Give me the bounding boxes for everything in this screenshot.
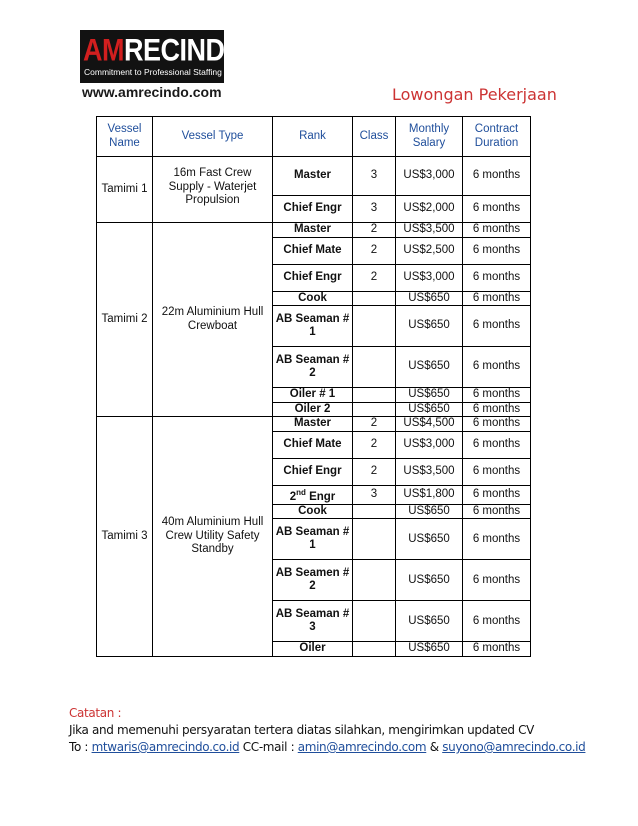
rank-suffix: nd [296, 487, 306, 497]
salary-cell: US$3,000 [396, 431, 463, 458]
class-cell: 2 [353, 223, 396, 238]
class-cell: 3 [353, 196, 396, 223]
to-email-link[interactable]: mtwaris@amrecindo.co.id [91, 740, 240, 754]
salary-cell: US$3,000 [396, 264, 463, 291]
page-title: Lowongan Pekerjaan [392, 85, 557, 104]
rank-cell: Chief Engr [273, 196, 353, 223]
duration-cell: 6 months [463, 417, 531, 432]
rank-title: Engr [305, 490, 336, 503]
cc-email-link-1[interactable]: amin@amrecindo.com [297, 740, 427, 754]
company-logo [80, 30, 246, 100]
salary-cell: US$2,500 [396, 237, 463, 264]
notes-instruction: Jika and memenuhi persyaratan tertera diatas silahkan, mengirimkan updated CV [69, 723, 534, 737]
duration-cell: 6 months [463, 504, 531, 519]
duration-cell: 6 months [463, 402, 531, 417]
rank-cell: Cook [273, 504, 353, 519]
duration-cell: 6 months [463, 458, 531, 485]
duration-cell: 6 months [463, 388, 531, 403]
salary-cell: US$2,000 [396, 196, 463, 223]
vessel-type-cell: 22m Aluminium Hull Crewboat [153, 223, 273, 417]
rank-cell: AB Seaman # 1 [273, 519, 353, 560]
notes-title: Catatan : [69, 706, 122, 720]
salary-cell: US$650 [396, 347, 463, 388]
class-cell [353, 306, 396, 347]
rank-number: 2 [289, 490, 297, 503]
vessel-type-cell: 40m Aluminium Hull Crew Utility Safety Standby [153, 417, 273, 657]
class-cell: 2 [353, 458, 396, 485]
duration-cell: 6 months [463, 264, 531, 291]
salary-cell: US$3,000 [396, 157, 463, 196]
duration-cell: 6 months [463, 642, 531, 657]
class-cell [353, 642, 396, 657]
class-cell [353, 519, 396, 560]
duration-cell: 6 months [463, 157, 531, 196]
vessel-name-cell: Tamimi 3 [97, 417, 153, 657]
logo-box [80, 30, 246, 83]
class-cell: 2 [353, 431, 396, 458]
rank-cell: Chief Engr [273, 264, 353, 291]
cc-label: CC-mail : [239, 740, 298, 754]
duration-cell: 6 months [463, 196, 531, 223]
duration-cell: 6 months [463, 431, 531, 458]
salary-cell: US$650 [396, 601, 463, 642]
rank-cell: Master [273, 223, 353, 238]
rank-cell: AB Seaman # 3 [273, 601, 353, 642]
duration-cell: 6 months [463, 291, 531, 306]
rank-cell: Chief Mate [273, 237, 353, 264]
salary-cell: US$3,500 [396, 458, 463, 485]
duration-cell: 6 months [463, 306, 531, 347]
logo-wordmark: AMRECINDO [83, 33, 246, 68]
rank-cell [273, 485, 353, 504]
salary-cell: US$650 [396, 388, 463, 403]
duration-cell: 6 months [463, 223, 531, 238]
table-body [97, 157, 531, 657]
class-cell: 3 [353, 157, 396, 196]
logo-tagline: Commitment to Professional Staffing [84, 67, 222, 77]
ampersand: & [426, 740, 443, 754]
salary-cell: US$1,800 [396, 485, 463, 504]
salary-cell: US$650 [396, 642, 463, 657]
company-website: www.amrecindo.com [82, 84, 222, 100]
class-cell [353, 291, 396, 306]
salary-cell: US$650 [396, 519, 463, 560]
cc-email-link-2[interactable]: suyono@amrecindo.co.id [442, 740, 586, 754]
duration-cell: 6 months [463, 560, 531, 601]
class-cell [353, 347, 396, 388]
rank-cell: AB Seaman # 2 [273, 347, 353, 388]
notes-section [69, 705, 585, 756]
rank-cell: Chief Mate [273, 431, 353, 458]
table-row [97, 417, 531, 432]
duration-cell: 6 months [463, 485, 531, 504]
table-row [97, 157, 531, 196]
header-contract-duration: Contract Duration [463, 117, 531, 157]
to-label: To : [69, 740, 92, 754]
salary-cell: US$4,500 [396, 417, 463, 432]
rank-cell: Cook [273, 291, 353, 306]
header-vessel-type: Vessel Type [153, 117, 273, 157]
header-rank: Rank [273, 117, 353, 157]
vacancy-table [96, 116, 531, 657]
class-cell: 2 [353, 237, 396, 264]
salary-cell: US$650 [396, 306, 463, 347]
header-monthly-salary: Monthly Salary [396, 117, 463, 157]
duration-cell: 6 months [463, 347, 531, 388]
class-cell [353, 504, 396, 519]
rank-cell: Master [273, 417, 353, 432]
rank-cell: Oiler 2 [273, 402, 353, 417]
duration-cell: 6 months [463, 519, 531, 560]
vessel-name-cell: Tamimi 1 [97, 157, 153, 223]
class-cell [353, 402, 396, 417]
salary-cell: US$650 [396, 402, 463, 417]
rank-cell: Oiler # 1 [273, 388, 353, 403]
vessel-type-cell: 16m Fast Crew Supply - Waterjet Propulsion [153, 157, 273, 223]
table-header-row [97, 117, 531, 157]
notes-contacts [69, 739, 585, 756]
header-class: Class [353, 117, 396, 157]
salary-cell: US$650 [396, 291, 463, 306]
duration-cell: 6 months [463, 237, 531, 264]
class-cell: 3 [353, 485, 396, 504]
class-cell [353, 388, 396, 403]
table-row [97, 223, 531, 238]
class-cell [353, 560, 396, 601]
rank-cell: Master [273, 157, 353, 196]
header-vessel-name: Vessel Name [97, 117, 153, 157]
rank-cell: AB Seamen # 2 [273, 560, 353, 601]
duration-cell: 6 months [463, 601, 531, 642]
rank-cell: AB Seaman # 1 [273, 306, 353, 347]
salary-cell: US$650 [396, 504, 463, 519]
salary-cell: US$3,500 [396, 223, 463, 238]
class-cell: 2 [353, 264, 396, 291]
class-cell [353, 601, 396, 642]
vessel-name-cell: Tamimi 2 [97, 223, 153, 417]
rank-cell: Oiler [273, 642, 353, 657]
class-cell: 2 [353, 417, 396, 432]
salary-cell: US$650 [396, 560, 463, 601]
rank-cell: Chief Engr [273, 458, 353, 485]
